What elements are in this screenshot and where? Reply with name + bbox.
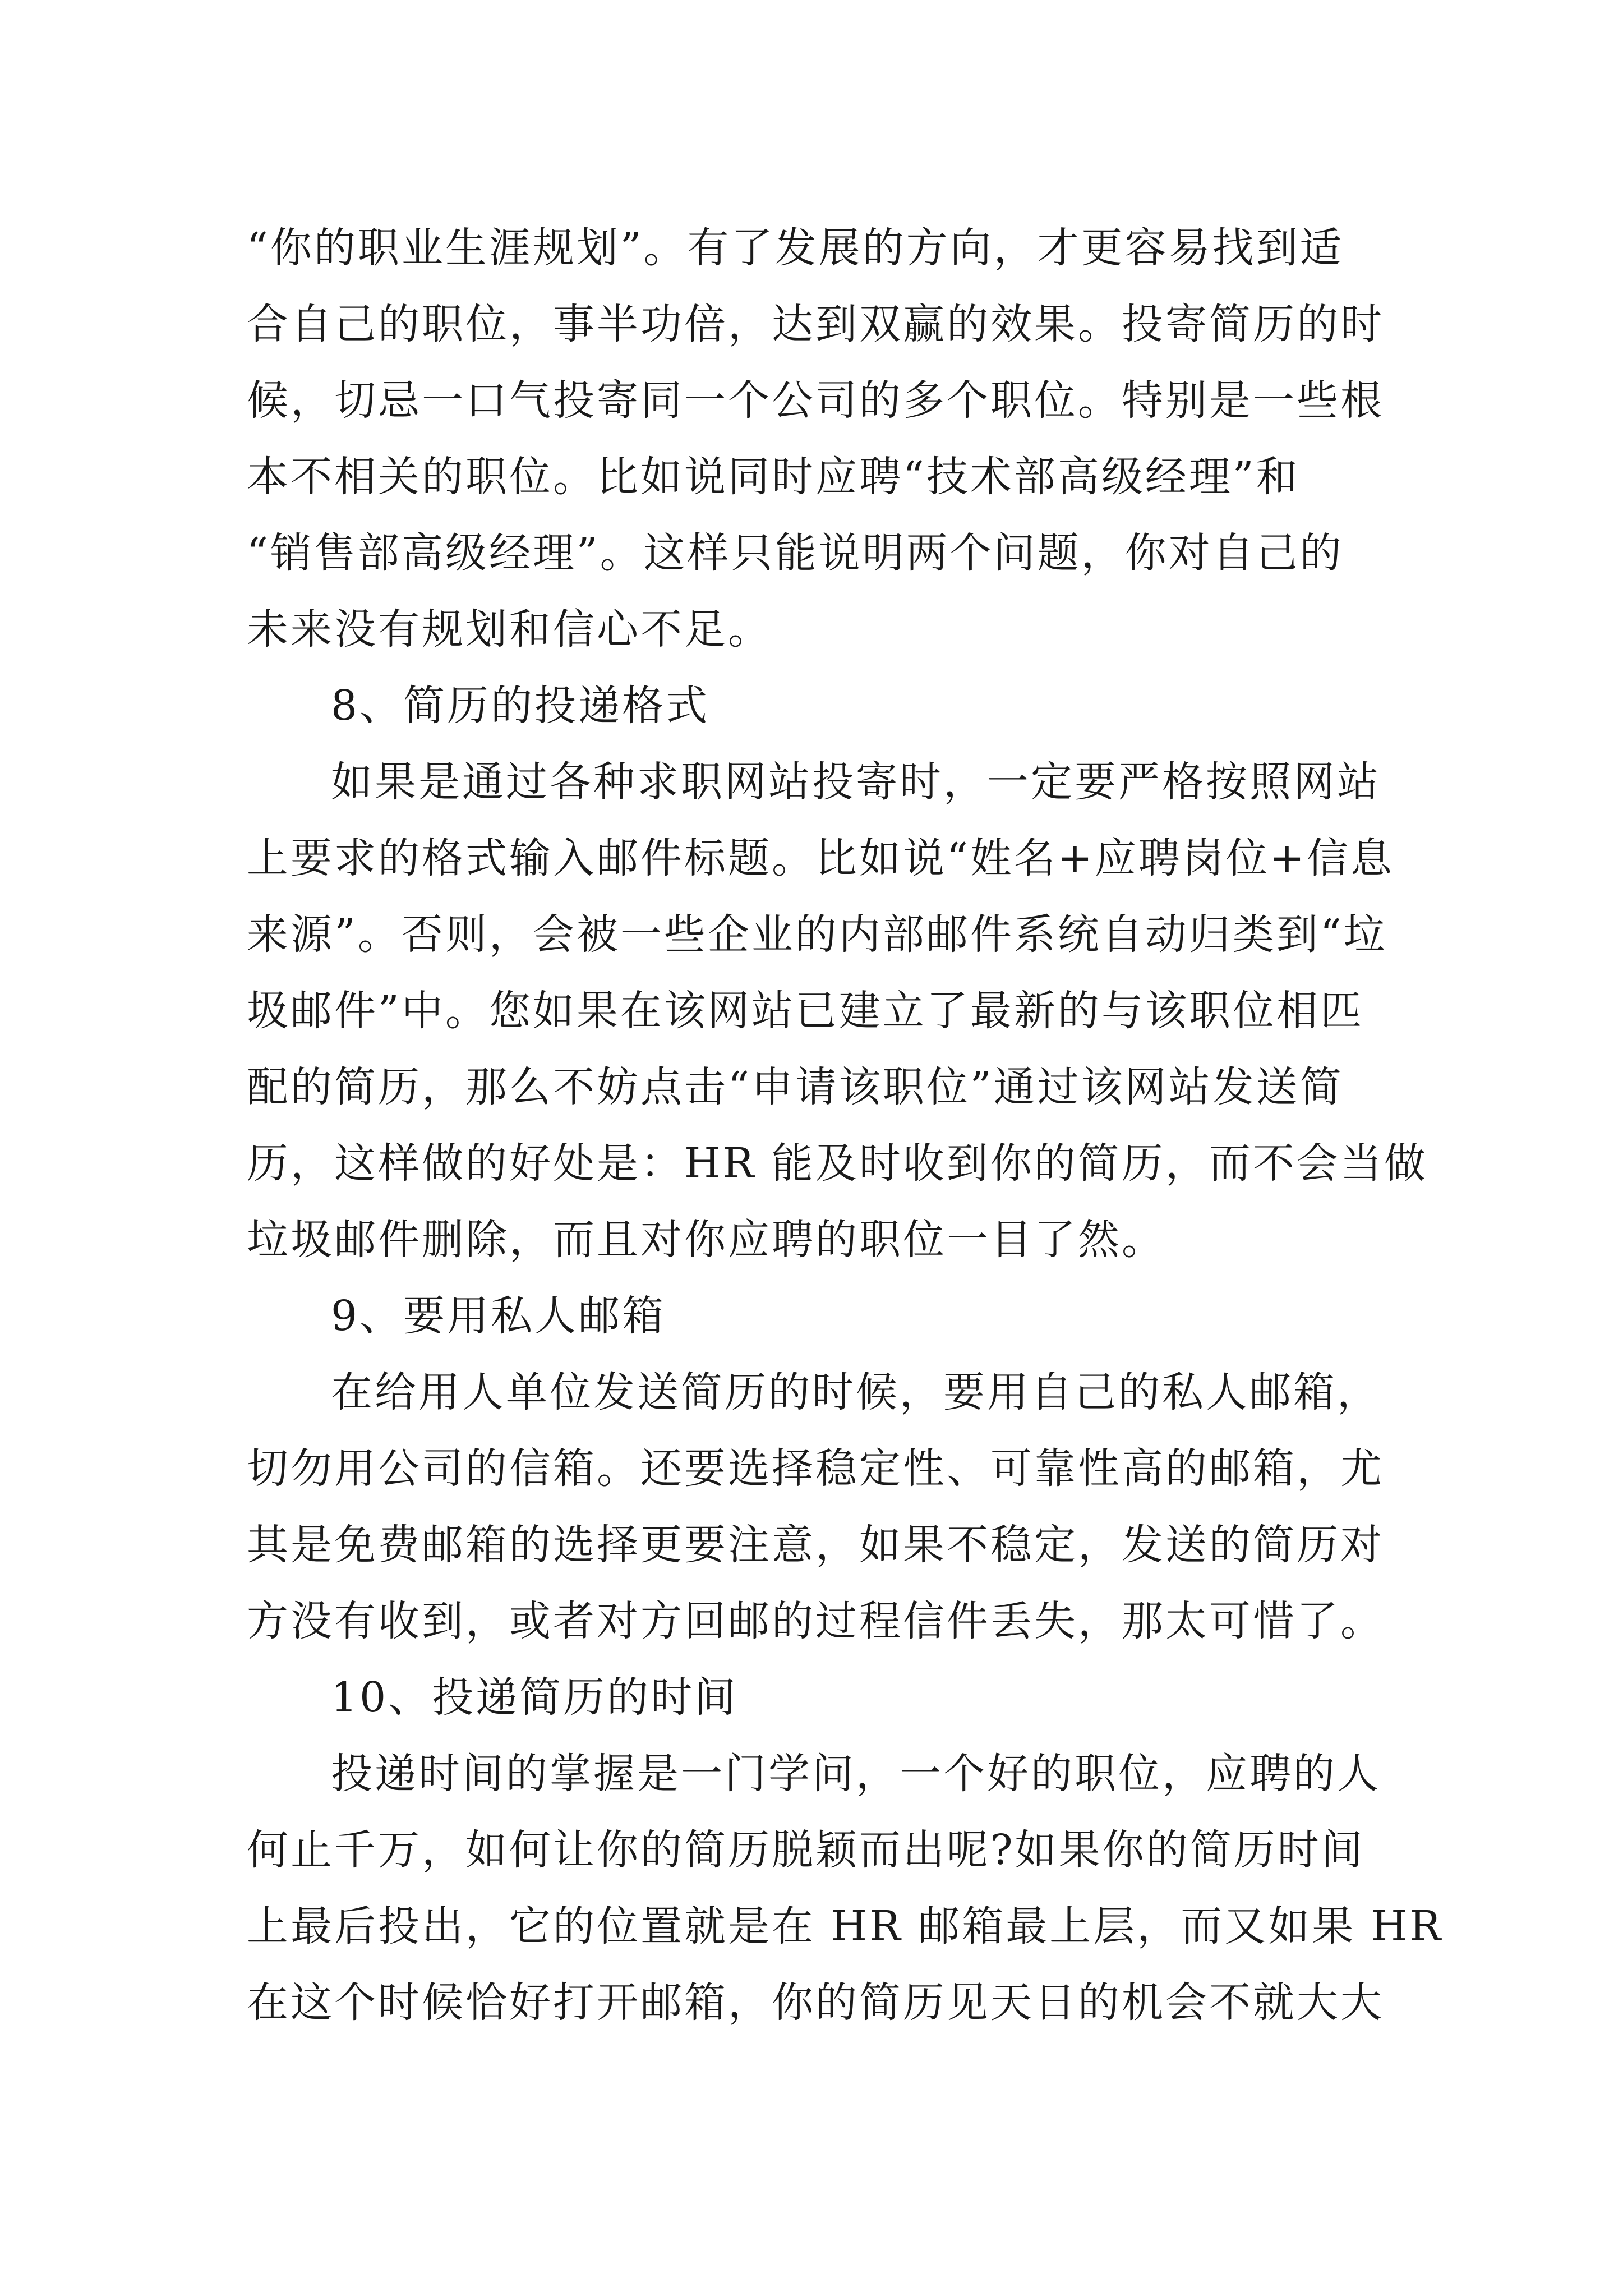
body-text-line: 垃圾邮件删除，而且对你应聘的职位一目了然。 [247,1216,1165,1264]
body-text-line: 历，这样做的好处是：HR 能及时收到你的简历，而不会当做 [247,1139,1428,1188]
body-text-line: 圾邮件”中。您如果在该网站已建立了最新的与该职位相匹 [247,987,1364,1035]
body-text-line: 上最后投出，它的位置就是在 HR 邮箱最上层，而又如果 HR [247,1902,1444,1950]
section-heading: 8、简历的投递格式 [331,682,710,730]
body-text-line: 在这个时候恰好打开邮箱，你的简历见天日的机会不就大大 [247,1978,1384,2027]
body-text-line: 本不相关的职位。比如说同时应聘“技术部高级经理”和 [247,453,1300,501]
body-text-line: 如果是通过各种求职网站投寄时，一定要严格按照网站 [331,758,1381,806]
body-text-line: 投递时间的掌握是一门学问，一个好的职位，应聘的人 [331,1750,1381,1798]
body-text-line: 来源”。否则，会被一些企业的内部邮件系统自动归类到“垃 [247,910,1387,959]
body-text-line: 其是免费邮箱的选择更要注意，如果不稳定，发送的简历对 [247,1521,1384,1569]
body-text-line: 在给用人单位发送简历的时候，要用自己的私人邮箱， [331,1368,1381,1416]
body-text-line: 合自己的职位，事半功倍，达到双赢的效果。投寄简历的时 [247,300,1384,348]
body-text-line: 上要求的格式输入邮件标题。比如说“姓名+应聘岗位+信息 [247,834,1394,882]
section-heading: 10、投递简历的时间 [331,1673,739,1722]
section-heading: 9、要用私人邮箱 [331,1292,666,1340]
body-text-line: 方没有收到，或者对方回邮的过程信件丢失，那太可惜了。 [247,1597,1384,1645]
body-text-line: 未来没有规划和信心不足。 [247,605,772,654]
body-text-line: 候，切忌一口气投寄同一个公司的多个职位。特别是一些根 [247,376,1384,425]
body-text-line: 何止千万，如何让你的简历脱颖而出呢?如果你的简历时间 [247,1826,1365,1874]
body-text-line: “销售部高级经理”。这样只能说明两个问题，你对自己的 [247,529,1344,577]
body-text-line: 切勿用公司的信箱。还要选择稳定性、可靠性高的邮箱，尤 [247,1444,1384,1493]
body-text-line: “你的职业生涯规划”。有了发展的方向，才更容易找到适 [247,224,1344,272]
body-text-line: 配的简历，那么不妨点击“申请该职位”通过该网站发送简 [247,1063,1344,1111]
